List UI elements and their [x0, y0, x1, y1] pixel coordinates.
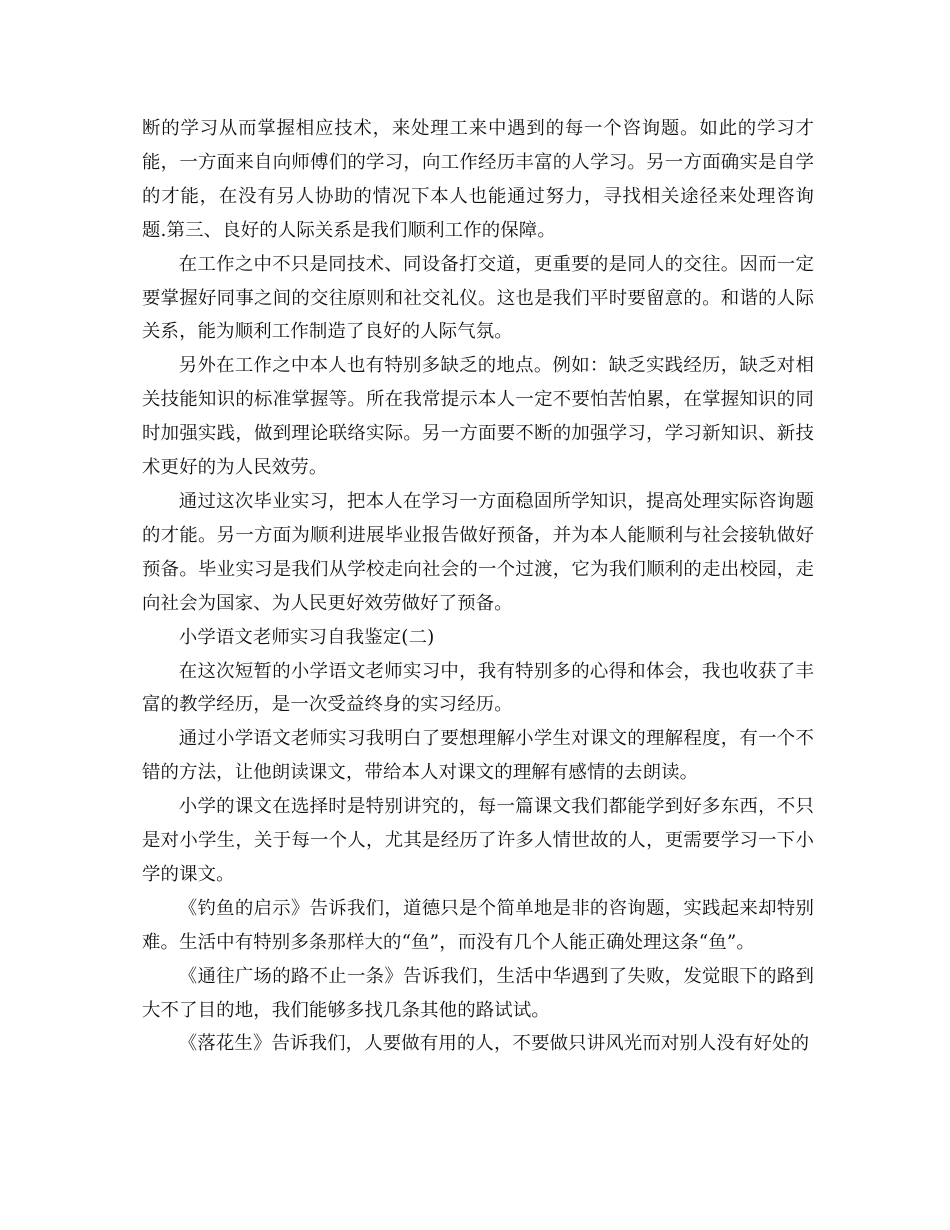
paragraph: 《通往广场的路不止一条》告诉我们，生活中华遇到了失败，发觉眼下的路到大不了目的地，我们能够多找几条其他的路试试。 [142, 965, 814, 1021]
document-body [142, 112, 814, 1061]
paragraph: 另外在工作之中本人也有特别多缺乏的地点。例如：缺乏实践经历，缺乏对相关技能知识的标准掌握等。所在我常提示本人一定不要怕苦怕累，在掌握知识的同时加强实践，做到理论联络实际。另一方面要不断的加强学习，学习新知识、新技术更好的为人民效劳。 [142, 355, 814, 479]
paragraph: 《钓鱼的启示》告诉我们，道德只是个简单地是非的咨询题，实践起来却特别难。生活中有特别多条那样大的“鱼”，而没有几个人能正确处理这条“鱼”。 [142, 897, 814, 953]
paragraph: 小学的课文在选择时是特别讲究的，每一篇课文我们都能学到好多东西，不只是对小学生，关于每一个人，尤其是经历了许多人情世故的人，更需要学习一下小学的课文。 [142, 796, 814, 885]
paragraph: 在这次短暂的小学语文老师实习中，我有特别多的心得和体会，我也收获了丰富的教学经历，是一次受益终身的实习经历。 [142, 660, 814, 716]
paragraph: 断的学习从而掌握相应技术，来处理工来中遇到的每一个咨询题。如此的学习才能，一方面来自向师傅们的学习，向工作经历丰富的人学习。另一方面确实是自学的才能，在没有另人协助的情况下本人也能通过努力，寻找相关途径来处理咨询题.第三、良好的人际关系是我们顺利工作的保障。 [142, 118, 814, 241]
section-heading: 小学语文老师实习自我鉴定(二) [178, 626, 435, 648]
paragraph: 通过这次毕业实习，把本人在学习一方面稳固所学知识，提高处理实际咨询题的才能。另一方面为顺利进展毕业报告做好预备，并为本人能顺利与社会接轨做好预备。毕业实习是我们从学校走向社会的一个过渡，它为我们顺利的走出校园，走向社会为国家、为人民更好效劳做好了预备。 [142, 490, 814, 614]
paragraph: 《落花生》告诉我们，人要做有用的人，不要做只讲风光而对别人没有好处的 [178, 1033, 810, 1055]
paragraph: 在工作之中不只是同技术、同设备打交道，更重要的是同人的交往。因而一定要掌握好同事之间的交往原则和社交礼仪。这也是我们平时要留意的。和谐的人际关系，能为顺利工作制造了良好的人际气氛。 [142, 253, 814, 343]
paragraph: 通过小学语文老师实习我明白了要想理解小学生对课文的理解程度，有一个不错的方法，让他朗读课文，带给本人对课文的理解有感情的去朗读。 [142, 728, 814, 784]
